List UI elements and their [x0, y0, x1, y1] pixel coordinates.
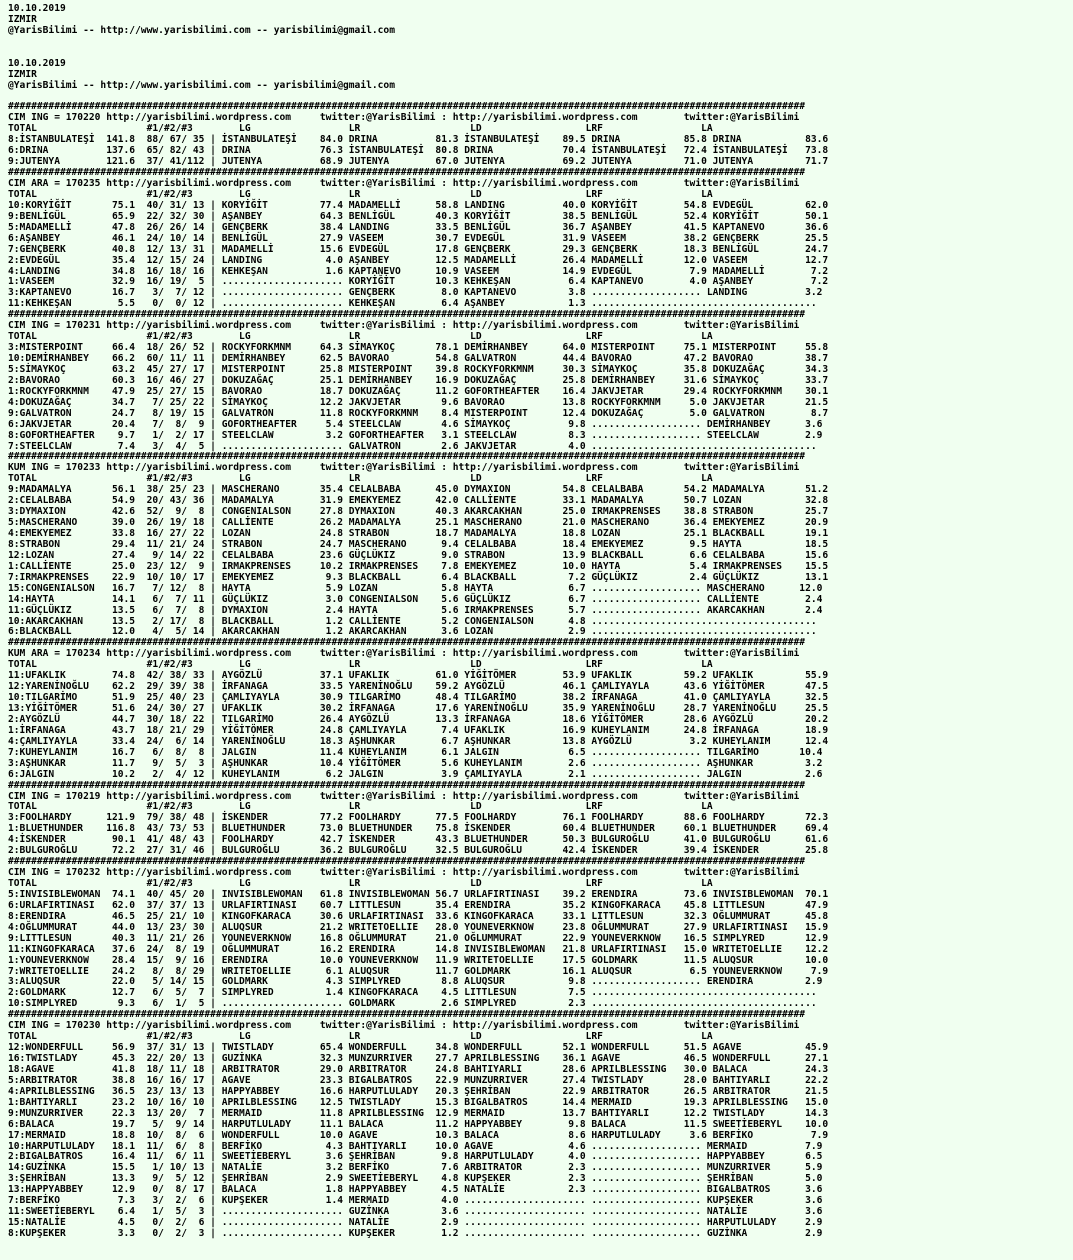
table-row: 12:WONDERFULL 56.9 37/ 31/ 13 | TWISTLADY 65.4 WONDERFULL 34.8 WONDERFULL 52.1 WONDERFULL 51.5 AGAVE 45.9 — [8, 1042, 829, 1054]
section-divider: ########################################################################################################################################## — [8, 1009, 806, 1021]
table-row: 7:STEELCLAW 7.4 3/ 4/ 5 | ..................... GALVATRON 2.6 JAKVJETAR 4.0 ....................................... — [8, 440, 817, 452]
table-row: 4:DOKUZAĞAÇ 34.7 7/ 25/ 22 | SİMAYKOÇ 12.2 JAKVJETAR 9.6 BAVORAO 13.8 ROCKYFORKMNM 5.0 JAKVJETAR 21.5 — [8, 396, 829, 408]
table-row: 2:GOLDMARK 12.7 6/ 5/ 7 | SIMPLYRED 1.4 KINGOFKARACA 4.5 LITTLESUN 7.5 ....................................... — [8, 987, 817, 999]
table-row: 4:LANDING 34.8 16/ 18/ 16 | KEHKEŞAN 1.6 KAPTANEVO 10.9 VASEEM 14.9 EVDEGÜL 7.9 MADAMELLİ 7.2 — [8, 265, 829, 277]
table-row: 6:JAKVJETAR 20.4 7/ 8/ 9 | GOFORTHEAFTER 5.4 STEELCLAW 4.6 SİMAYKOÇ 9.8 ................... DEMİRHANBEY 3.6 — [8, 418, 823, 430]
table-row: 13:HAPPYABBEY 12.9 0/ 8/ 17 | BALACA 1.8 HAPPYABBEY 4.5 NATALİE 2.3 ................... BIGALBATROS 3.6 — [8, 1184, 823, 1196]
table-row: 16:TWISTLADY 45.3 22/ 20/ 13 | GUZİNKA 32.3 MUNZURRIVER 27.7 APRILBLESSING 36.1 AGAVE 46.5 WONDERFULL 27.1 — [8, 1053, 829, 1064]
table-row: 1:YOUNEVERKNOW 28.4 15/ 9/ 16 | ERENDIRA 10.0 YOUNEVERKNOW 11.9 WRITETOELLIE 17.5 GOLDMARK 11.5 ALUQSUR 10.0 — [8, 954, 829, 966]
table-row: 4:İSKENDER 90.1 41/ 48/ 43 | FOOLHARDY 42.7 İSKENDER 43.3 BLUETHUNDER 50.3 BULGUROĞLU 41.0 BULGUROĞLU 61.6 — [8, 834, 829, 846]
section-title: CIM ING = 170232 http://yarisbilimi.wordpress.com twitter:@YarisBilimi : http://yarisbilimi.wordpress.com twitter:@YarisBilimi — [8, 867, 800, 879]
table-row: 6:BALACA 19.7 5/ 9/ 14 | HARPUTLULADY 11.1 BALACA 11.2 HAPPYABBEY 9.8 BALACA 11.5 SWEETİEBERYL 10.0 — [8, 1118, 829, 1130]
table-row: 5:INVISIBLEWOMAN 74.1 40/ 45/ 20 | INVISIBLEWOMAN 61.8 INVISIBLEWOMAN 56.7 URLAFIRTINASI 39.2 ERENDIRA 73.6 INVISIBLEWOMAN 70.1 — [8, 888, 829, 900]
table-row: 1:BLUETHUNDER 116.8 43/ 73/ 53 | BLUETHUNDER 73.0 BLUETHUNDER 75.8 İSKENDER 60.4 BLUETHUNDER 60.1 BLUETHUNDER 69.4 — [8, 823, 829, 835]
section-title: CIM ING = 170230 http://yarisbilimi.wordpress.com twitter:@YarisBilimi : http://yarisbilimi.wordpress.com twitter:@YarisBilimi — [8, 1020, 800, 1032]
header-line: 10.10.2019 — [8, 57, 66, 69]
section-divider: ########################################################################################################################################## — [8, 637, 806, 649]
table-row: 11:SWEETİEBERYL 6.4 1/ 5/ 3 | ..................... GUZİNKA 3.6 ..................... ................... NATALİE 3.6 — [8, 1206, 823, 1218]
table-row: 1:VASEEM 32.9 16/ 19/ 5 | ..................... KORYİĞİT 10.3 KEHKEŞAN 6.4 KAPTANEVO 4.0 AŞANBEY 7.2 — [8, 276, 829, 288]
section-divider: ########################################################################################################################################## — [8, 309, 806, 321]
table-row: 10:TILGARİMO 51.9 25/ 40/ 23 | ÇAMLIYAYLA 30.9 TILGARİMO 48.4 TILGARİMO 38.2 İRFANAGA 41.0 ÇAMLIYAYLA 32.5 — [8, 692, 829, 704]
table-row: 7:GENÇBERK 40.8 12/ 13/ 31 | MADAMELLİ 15.6 EVDEGÜL 17.8 GENÇBERK 29.3 GENÇBERK 18.3 BENLİGÜL 24.7 — [8, 243, 829, 255]
table-row: 4:APRILBLESSING 36.5 23/ 13/ 13 | HAPPYABBEY 16.6 HARPUTLULADY 20.3 ŞEHRİBAN 22.9 ARBITRATOR 26.5 ARBITRATOR 21.5 — [8, 1085, 829, 1097]
table-row: 8:İSTANBULATEŞİ 141.8 88/ 67/ 35 | İSTANBULATEŞİ 84.0 DRINA 81.3 İSTANBULATEŞİ 89.5 DRINA 85.8 DRINA 83.6 — [8, 134, 829, 146]
table-row: 12:YARENİNOĞLU 62.2 29/ 39/ 38 | İRFANAGA 33.5 YARENİNOĞLU 59.2 AYGÖZLÜ 46.1 ÇAMLIYAYLA 43.6 YİĞİTÖMER 47.5 — [8, 681, 829, 693]
table-row: 14:HAYTA 14.1 6/ 7/ 11 | GÜÇLÜKIZ 3.0 CONGENIALSON 5.6 GÜÇLÜKIZ 6.7 ................... CALLİENTE 2.4 — [8, 593, 823, 605]
table-row: 10:KORYİĞİT 75.1 40/ 31/ 13 | KORYİĞİT 77.4 MADAMELLİ 58.8 LANDING 40.0 KORYİĞİT 54.8 EVDEGÜL 62.0 — [8, 199, 829, 211]
table-row: 9:LITTLESUN 40.3 11/ 21/ 26 | YOUNEVERKNOW 16.8 OĞLUMMURAT 21.0 OĞLUMMURAT 22.9 YOUNEVERKNOW 16.5 SIMPLYRED 12.9 — [8, 932, 829, 944]
table-row: 2:EVDEGÜL 35.4 12/ 15/ 24 | LANDING 4.0 AŞANBEY 12.5 MADAMELLİ 26.4 MADAMELLİ 12.0 VASEEM 12.7 — [8, 254, 829, 266]
table-row: 8:ERENDIRA 46.5 25/ 21/ 10 | KINGOFKARACA 30.6 URLAFIRTINASI 33.6 KINGOFKARACA 33.1 LITTLESUN 32.3 OĞLUMMURAT 45.8 — [8, 910, 829, 922]
table-row: 9:MUNZURRIVER 22.3 13/ 20/ 7 | MERMAID 11.8 APRILBLESSING 12.9 MERMAID 13.7 BAHTIYARLI 12.2 TWISTLADY 14.3 — [8, 1107, 829, 1119]
section-divider: ########################################################################################################################################## — [8, 101, 806, 113]
section-divider: ########################################################################################################################################## — [8, 779, 806, 791]
table-row: 10:DEMİRHANBEY 66.2 60/ 11/ 11 | DEMİRHANBEY 62.5 BAVORAO 54.8 GALVATRON 44.4 BAVORAO 47.2 BAVORAO 38.7 — [8, 353, 829, 364]
column-headers: TOTAL #1/#2/#3 LG LR LD LRF LA — [8, 878, 713, 889]
table-row: 2:BULGUROĞLU 72.2 27/ 31/ 46 | BULGUROĞLU 36.2 BULGUROĞLU 32.5 BULGUROĞLU 42.4 İSKENDER 39.4 İSKENDER 25.8 — [8, 845, 829, 857]
section-title: CIM ING = 170220 http://yarisbilimi.wordpress.com twitter:@YarisBilimi : http://yarisbilimi.wordpress.com twitter:@YarisBilimi — [8, 112, 800, 124]
table-row: 9:MADAMALYA 56.1 38/ 25/ 23 | MASCHERANO 35.4 CELALBABA 45.0 DYMAXION 54.8 CELALBABA 54.2 MADAMALYA 51.2 — [8, 484, 829, 496]
header-line: IZMIR — [8, 68, 37, 80]
table-row: 10:AKARCAKHAN 13.5 2/ 17/ 8 | BLACKBALL 1.2 CALLİENTE 5.2 CONGENIALSON 4.8 ....................................... — [8, 615, 817, 627]
section-divider: ########################################################################################################################################## — [8, 856, 806, 868]
table-row: 6:JALGIN 10.2 2/ 4/ 12 | KUHEYLANIM 6.2 JALGIN 3.9 ÇAMLIYAYLA 2.1 ................... JALGIN 2.6 — [8, 768, 823, 780]
table-row: 9:BENLİGÜL 65.9 22/ 32/ 30 | AŞANBEY 64.3 BENLİGÜL 40.3 KORYİĞİT 38.5 BENLİGÜL 52.4 KORYİĞİT 50.1 — [8, 210, 829, 222]
table-row: 3:DYMAXION 42.6 52/ 9/ 8 | CONGENIALSON 27.8 DYMAXION 40.3 AKARCAKHAN 25.0 IRMAKPRENSES 38.8 STRABON 25.7 — [8, 506, 829, 518]
table-row: 11:KINGOFKARACA 37.6 24/ 8/ 19 | OĞLUMMURAT 16.2 ERENDIRA 14.8 INVISIBLEWOMAN 21.8 URLAFIRTINASI 15.0 WRITETOELLIE 12.2 — [8, 943, 829, 955]
table-row: 3:MISTERPOINT 66.4 18/ 26/ 52 | ROCKYFORKMNM 64.3 SİMAYKOÇ 78.1 DEMİRHANBEY 64.0 MISTERPOINT 75.1 MISTERPOINT 55.8 — [8, 342, 829, 354]
table-row: 8:GOFORTHEAFTER 9.7 1/ 2/ 17 | STEELCLAW 3.2 GOFORTHEAFTER 3.1 STEELCLAW 8.3 ................... STEELCLAW 2.9 — [8, 429, 823, 441]
table-row: 4:EMEKYEMEZ 33.8 16/ 27/ 22 | LOZAN 24.8 STRABON 18.7 MADAMALYA 18.8 LOZAN 25.1 BLACKBALL 19.1 — [8, 528, 829, 539]
table-row: 2:CELALBABA 54.9 20/ 43/ 36 | MADAMALYA 31.9 EMEKYEMEZ 42.0 CALLİENTE 33.1 MADAMALYA 50.7 LOZAN 32.8 — [8, 495, 829, 507]
column-headers: TOTAL #1/#2/#3 LG LR LD LRF LA — [8, 331, 713, 343]
table-row: 4:OĞLUMMURAT 44.0 13/ 23/ 30 | ALUQSUR 21.2 WRITETOELLIE 28.0 YOUNEVERKNOW 23.8 OĞLUMMURAT 27.9 URLAFIRTINASI 15.9 — [8, 921, 829, 933]
table-row: 6:AŞANBEY 46.1 24/ 10/ 14 | BENLİGÜL 27.9 VASEEM 30.7 EVDEGÜL 31.9 VASEEM 38.2 GENÇBERK 25.5 — [8, 232, 829, 244]
table-row: 6:URLAFIRTINASI 62.0 37/ 37/ 13 | URLAFIRTINASI 60.7 LITTLESUN 35.4 ERENDIRA 35.2 KINGOFKARACA 45.8 LITTLESUN 47.9 — [8, 899, 829, 911]
table-row: 3:FOOLHARDY 121.9 79/ 38/ 48 | İSKENDER 77.2 FOOLHARDY 77.5 FOOLHARDY 76.1 FOOLHARDY 88.6 FOOLHARDY 72.3 — [8, 812, 829, 824]
table-row: 3:KAPTANEVO 16.7 3/ 7/ 12 | ..................... GENÇBERK 8.0 KAPTANEVO 3.8 ................... LANDING 3.2 — [8, 287, 823, 299]
table-row: 5:SİMAYKOÇ 63.2 45/ 27/ 17 | MISTERPOINT 25.8 MISTERPOINT 39.8 ROCKYFORKMNM 30.3 SİMAYKOÇ 35.8 DOKUZAĞAÇ 34.3 — [8, 363, 829, 375]
table-row: 12:LOZAN 27.4 9/ 14/ 22 | CELALBABA 23.6 GÜÇLÜKIZ 9.0 STRABON 13.9 BLACKBALL 6.6 CELALBABA 15.6 — [8, 549, 829, 561]
table-row: 9:JUTENYA 121.6 37/ 41/112 | JUTENYA 68.9 JUTENYA 67.0 JUTENYA 69.2 JUTENYA 71.0 JUTENYA 71.7 — [8, 156, 829, 168]
table-row: 8:KUPŞEKER 3.3 0/ 2/ 3 | ..................... KUPŞEKER 1.2 ..................... ................... GUZİNKA 2.9 — [8, 1228, 823, 1239]
table-row: 1:CALLİENTE 25.0 23/ 12/ 9 | IRMAKPRENSES 10.2 IRMAKPRENSES 7.8 EMEKYEMEZ 10.0 HAYTA 5.4 IRMAKPRENSES 15.5 — [8, 560, 829, 572]
section-divider: ########################################################################################################################################## — [8, 451, 806, 463]
table-row: 7:WRITETOELLIE 24.2 8/ 8/ 29 | WRITETOELLIE 6.1 ALUQSUR 11.7 GOLDMARK 16.1 ALUQSUR 6.5 YOUNEVERKNOW 7.9 — [8, 965, 829, 977]
table-row: 11:GÜÇLÜKIZ 13.5 6/ 7/ 8 | DYMAXION 2.4 HAYTA 5.6 IRMAKPRENSES 5.7 ................... AKARCAKHAN 2.4 — [8, 604, 823, 616]
table-row: 4:ÇAMLIYAYLA 33.4 24/ 6/ 14 | YARENİNOĞLU 18.3 AŞHUNKAR 6.7 AŞHUNKAR 13.8 AYGÖZLÜ 3.2 KUHEYLANIM 12.4 — [8, 735, 829, 747]
table-row: 7:KUHEYLANIM 16.7 6/ 8/ 8 | JALGIN 11.4 KUHEYLANIM 6.1 JALGIN 6.5 ................... TILGARİMO 10.4 — [8, 746, 823, 758]
table-row: 1:BAHTIYARLI 23.2 10/ 16/ 10 | APRILBLESSING 12.5 TWISTLADY 15.3 BIGALBATROS 14.4 MERMAID 19.3 APRILBLESSING 15.0 — [8, 1096, 829, 1108]
table-row: 11:UFAKLIK 74.8 42/ 38/ 33 | AYGÖZLÜ 37.1 UFAKLIK 61.0 YİĞİTÖMER 53.9 UFAKLIK 59.2 UFAKLIK 55.9 — [8, 670, 829, 682]
column-headers: TOTAL #1/#2/#3 LG LR LD LRF LA — [8, 188, 713, 200]
table-row: 10:HARPUTLULADY 18.1 11/ 6/ 8 | BERFİKO 4.3 BAHTIYARLI 10.0 AGAVE 4.6 ................... MERMAID 7.9 — [8, 1140, 823, 1152]
table-row: 6:BLACKBALL 12.0 4/ 5/ 14 | AKARCAKHAN 1.2 AKARCAKHAN 3.6 LOZAN 2.9 ....................................... — [8, 626, 817, 638]
header-line — [8, 37, 1073, 48]
table-row: 17:MERMAID 18.8 10/ 8/ 6 | WONDERFULL 10.0 AGAVE 10.3 BALACA 8.6 HARPUTLULADY 3.6 BERFİKO 7.9 — [8, 1129, 829, 1141]
header-line: 10.10.2019 — [8, 3, 66, 14]
table-row: 3:AŞHUNKAR 11.7 9/ 5/ 3 | AŞHUNKAR 10.4 YİĞİTÖMER 5.6 KUHEYLANIM 2.6 ................... AŞHUNKAR 3.2 — [8, 757, 823, 769]
header-line: IZMIR — [8, 13, 37, 25]
column-headers: TOTAL #1/#2/#3 LG LR LD LRF LA — [8, 1031, 713, 1043]
table-row: 8:STRABON 29.4 11/ 21/ 24 | STRABON 24.7 MASCHERANO 9.4 CELALBABA 18.4 EMEKYEMEZ 9.5 HAYTA 18.5 — [8, 538, 829, 550]
table-row: 13:YİĞİTÖMER 51.6 24/ 30/ 27 | UFAKLIK 30.2 İRFANAGA 17.6 YARENİNOĞLU 35.9 YARENİNOĞLU 28.7 YARENİNOĞLU 25.5 — [8, 703, 829, 714]
table-row: 2:BAVORAO 60.3 16/ 46/ 27 | DOKUZAĞAÇ 25.1 DEMİRHANBEY 16.9 DOKUZAĞAÇ 25.8 DEMİRHANBEY 31.6 SİMAYKOÇ 33.7 — [8, 374, 829, 386]
table-row: 14:GUZİNKA 15.5 1/ 10/ 13 | NATALİE 3.2 BERFİKO 7.6 ARBITRATOR 2.3 ................... MUNZURRIVER 5.9 — [8, 1162, 823, 1174]
table-row: 6:DRINA 137.6 65/ 82/ 43 | DRINA 76.3 İSTANBULATEŞİ 80.8 DRINA 70.4 İSTANBULATEŞİ 72.4 İSTANBULATEŞİ 73.8 — [8, 145, 829, 157]
column-headers: TOTAL #1/#2/#3 LG LR LD LRF LA — [8, 123, 713, 135]
table-row: 1:İRFANAGA 43.7 18/ 21/ 29 | YİĞİTÖMER 24.8 ÇAMLIYAYLA 7.4 UFAKLIK 16.9 KUHEYLANIM 24.8 İRFANAGA 18.9 — [8, 724, 829, 736]
column-headers: TOTAL #1/#2/#3 LG LR LD LRF LA — [8, 473, 713, 485]
column-headers: TOTAL #1/#2/#3 LG LR LD LRF LA — [8, 801, 713, 813]
section-title: CIM ING = 170231 http://yarisbilimi.wordpress.com twitter:@YarisBilimi : http://yarisbilimi.wordpress.com twitter:@YarisBilimi — [8, 320, 800, 332]
table-row: 5:ARBITRATOR 38.8 16/ 16/ 17 | AGAVE 23.3 BIGALBATROS 22.9 MUNZURRIVER 27.4 TWISTLADY 28.0 BAHTIYARLI 22.2 — [8, 1074, 829, 1086]
section-title: KUM ARA = 170234 http://yarisbilimi.wordpress.com twitter:@YarisBilimi : http://yarisbilimi.wordpress.com twitter:@YarisBilimi — [8, 648, 800, 660]
section-title: KUM ING = 170233 http://yarisbilimi.wordpress.com twitter:@YarisBilimi : http://yarisbilimi.wordpress.com twitter:@YarisBilimi — [8, 462, 800, 474]
table-row: 3:ALUQSUR 22.0 5/ 14/ 15 | GOLDMARK 4.3 SIMPLYRED 8.8 ALUQSUR 9.8 ................... ERENDIRA 2.9 — [8, 976, 823, 988]
table-row: 2:BIGALBATROS 16.4 11/ 6/ 11 | SWEETİEBERYL 3.6 ŞEHRİBAN 9.8 HARPUTLULADY 4.0 ................... HAPPYABBEY 6.5 — [8, 1151, 823, 1163]
table-row: 7:BERFİKO 7.3 3/ 2/ 6 | KUPŞEKER 1.4 MERMAID 4.0 ..................... ................... KUPŞEKER 3.6 — [8, 1195, 823, 1207]
table-row: 11:KEHKEŞAN 5.5 0/ 0/ 12 | ..................... KEHKEŞAN 6.4 AŞANBEY 1.3 ....................................... — [8, 298, 817, 310]
table-row: 9:GALVATRON 24.7 8/ 19/ 15 | GALVATRON 11.8 ROCKYFORKMNM 8.4 MISTERPOINT 12.4 DOKUZAĞAÇ 5.0 GALVATRON 8.7 — [8, 407, 829, 419]
table-row: 15:NATALİE 4.5 0/ 2/ 6 | ..................... NATALİE 2.9 ..................... ................... HARPUTLULADY 2.9 — [8, 1217, 823, 1229]
table-row: 2:AYGÖZLÜ 44.7 30/ 18/ 22 | TILGARİMO 26.4 AYGÖZLÜ 13.3 İRFANAGA 18.6 YİĞİTÖMER 28.6 AYGÖZLÜ 20.2 — [8, 713, 829, 725]
table-row: 5:MASCHERANO 39.0 26/ 19/ 18 | CALLİENTE 26.2 MADAMALYA 25.1 MASCHERANO 21.0 MASCHERANO 36.4 EMEKYEMEZ 20.9 — [8, 517, 829, 529]
header-line: @YarisBilimi -- http://www.yarisbilimi.com -- yarisbilimi@gmail.com — [8, 24, 395, 36]
column-headers: TOTAL #1/#2/#3 LG LR LD LRF LA — [8, 659, 713, 671]
table-row: 5:MADAMELLİ 47.8 26/ 26/ 14 | GENÇBERK 38.4 LANDING 33.5 BENLİGÜL 36.7 AŞANBEY 41.5 KAPTANEVO 36.6 — [8, 221, 829, 233]
header-line: @YarisBilimi -- http://www.yarisbilimi.com -- yarisbilimi@gmail.com — [8, 79, 395, 91]
table-row: 1:ROCKYFORKMNM 47.9 25/ 27/ 15 | BAVORAO 18.7 DOKUZAĞAÇ 11.2 GOFORTHEAFTER 16.4 JAKVJETAR 29.4 ROCKYFORKMNM 30.1 — [8, 385, 829, 397]
header-line — [8, 48, 1073, 59]
section-title: CIM ARA = 170235 http://yarisbilimi.wordpress.com twitter:@YarisBilimi : http://yarisbilimi.wordpress.com twitter:@YarisBilimi — [8, 178, 800, 189]
table-row: 3:ŞEHRİBAN 13.3 9/ 5/ 12 | ŞEHRİBAN 2.9 SWEETİEBERYL 4.8 KUPŞEKER 2.3 ................... ŞEHRİBAN 5.0 — [8, 1173, 823, 1185]
table-row: 15:CONGENIALSON 16.7 7/ 12/ 8 | HAYTA 5.9 LOZAN 5.8 HAYTA 6.7 ................... MASCHERANO 12.0 — [8, 582, 823, 594]
table-row: 18:AGAVE 41.8 18/ 11/ 18 | ARBITRATOR 29.0 ARBITRATOR 24.8 BAHTIYARLI 28.6 APRILBLESSING 30.0 BALACA 24.3 — [8, 1063, 829, 1075]
table-row: 7:IRMAKPRENSES 22.9 10/ 10/ 17 | EMEKYEMEZ 9.3 BLACKBALL 6.4 BLACKBALL 7.2 GÜÇLÜKIZ 2.4 GÜÇLÜKIZ 13.1 — [8, 571, 829, 583]
section-title: CIM ING = 170219 http://yarisbilimi.wordpress.com twitter:@YarisBilimi : http://yarisbilimi.wordpress.com twitter:@YarisBilimi — [8, 790, 800, 802]
section-divider: ########################################################################################################################################## — [8, 167, 806, 179]
table-row: 10:SIMPLYRED 9.3 6/ 1/ 5 | ..................... GOLDMARK 2.6 SIMPLYRED 2.3 ....................................... — [8, 998, 817, 1010]
